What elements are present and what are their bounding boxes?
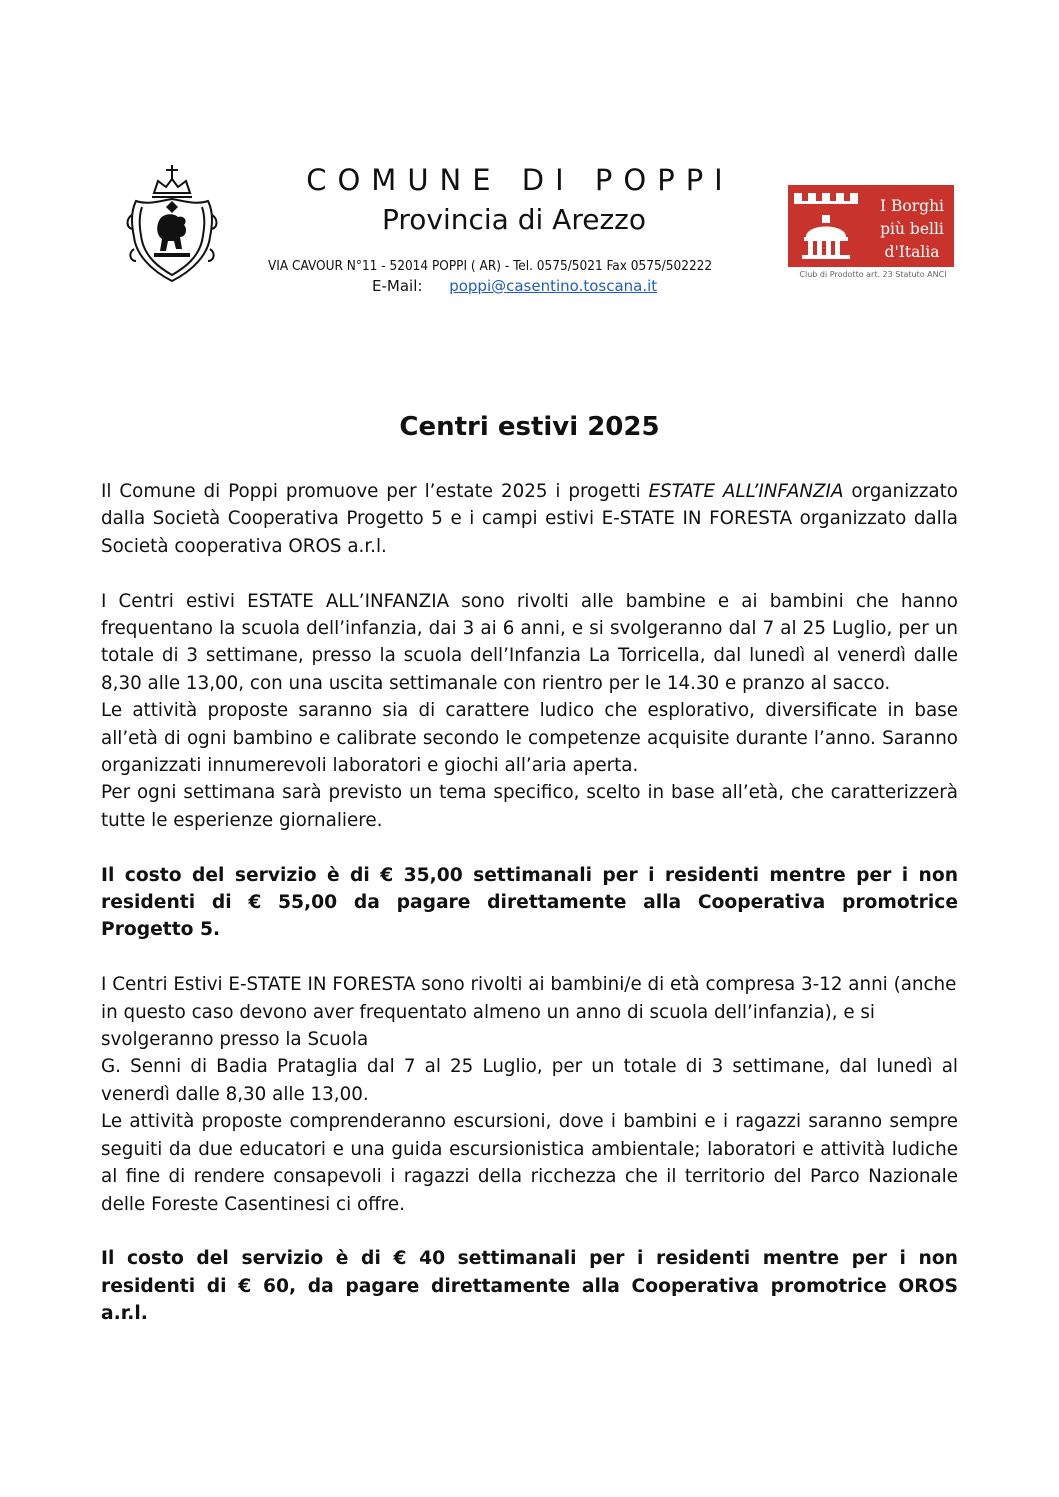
infanzia-activities: Le attività proposte saranno sia di carattere ludico che esplorativo, diversificate in base all’età di ogni bambino e calibrate secondo le competenze acquisite durante l’anno. Saranno organizzati innumerevoli laboratori e giochi all’aria aperta. <box>101 700 958 777</box>
intro-paragraph <box>101 478 958 560</box>
borghi-logo-text <box>872 195 952 264</box>
email-link[interactable]: poppi@casentino.toscana.it <box>449 277 658 295</box>
document-body <box>101 478 958 1328</box>
foresta-description-b: G. Senni di Badia Prataglia dal 7 al 25 Luglio, per un totale di 3 settimane, dal lunedì al venerdì dalle 8,30 alle 13,00. <box>101 1056 958 1105</box>
infanzia-theme: Per ogni settimana sarà previsto un tema specifico, scelto in base all’età, che caratterizzerà tutte le esperienze giornaliere. <box>101 782 958 831</box>
intro-text-1: Il Comune di Poppi promuove per l’estate 2025 i progetti <box>101 481 649 502</box>
coat-of-arms-icon <box>126 163 218 287</box>
infanzia-cost: Il costo del servizio è di € 35,00 settimanali per i residenti mentre per i non residenti di € 55,00 da pagare direttamente alla Cooperativa promotrice Progetto 5. <box>101 864 958 941</box>
borghi-logo-line3: d'Italia <box>884 243 940 261</box>
email-row <box>372 277 657 295</box>
foresta-activities: Le attività proposte comprenderanno escursioni, dove i bambini e i ragazzi saranno sempre seguiti da due educatori e una guida escursionistica ambientale; laboratori e attività ludiche al fine di rendere consapevoli i ragazzi della ricchezza che il territorio del Parco Nazionale delle Foreste Casentinesi ci offre. <box>101 1111 958 1215</box>
organization-address: VIA CAVOUR N°11 - 52014 POPPI ( AR) - Tel. 0575/5021 Fax 0575/502222 <box>268 258 713 274</box>
borghi-logo-caption: Club di Prodotto art. 23 Statuto ANCI <box>799 270 947 279</box>
foresta-cost: Il costo del servizio è di € 40 settimanali per i residenti mentre per i non residenti di € 60, da pagare direttamente alla Cooperativa promotrice OROS a.r.l. <box>101 1248 958 1325</box>
organization-name: COMUNE DI POPPI <box>306 163 734 197</box>
letterhead <box>0 0 1059 320</box>
foresta-description-a: I Centri Estivi E-STATE IN FORESTA sono rivolti ai bambini/e di età compresa 3-12 anni (anche in questo caso devono aver frequentato almeno un anno di scuola dell’infanzia), e si svolgeranno presso la Scuola <box>101 974 957 1051</box>
borghi-logo-line2: più belli <box>880 220 944 238</box>
intro-text-2: organizzato dalla Società Cooperativa Progetto 5 e i campi estivi E-STATE IN FORESTA organizzato dalla Società cooperativa OROS a.r.l. <box>101 481 958 557</box>
borghi-logo-line1: I Borghi <box>879 197 945 215</box>
infanzia-description: I Centri estivi ESTATE ALL’INFANZIA sono rivolti alle bambine e ai bambini che hanno frequentano la scuola dell’infanzia, dai 3 ai 6 anni, e si svolgeranno dal 7 al 25 Luglio, per un totale di 3 settimane, presso la scuola dell’Infanzia La Torricella, dal lunedì al venerdì dalle 8,30 alle 13,00, con una uscita settimanale con rientro per le 14.30 e pranzo al sacco. <box>101 590 958 694</box>
email-label: E-Mail: <box>372 277 423 295</box>
document-title: Centri estivi 2025 <box>399 412 660 442</box>
organization-province: Provincia di Arezzo <box>381 203 646 236</box>
intro-italic-project: ESTATE ALL’INFANZIA <box>648 481 844 502</box>
